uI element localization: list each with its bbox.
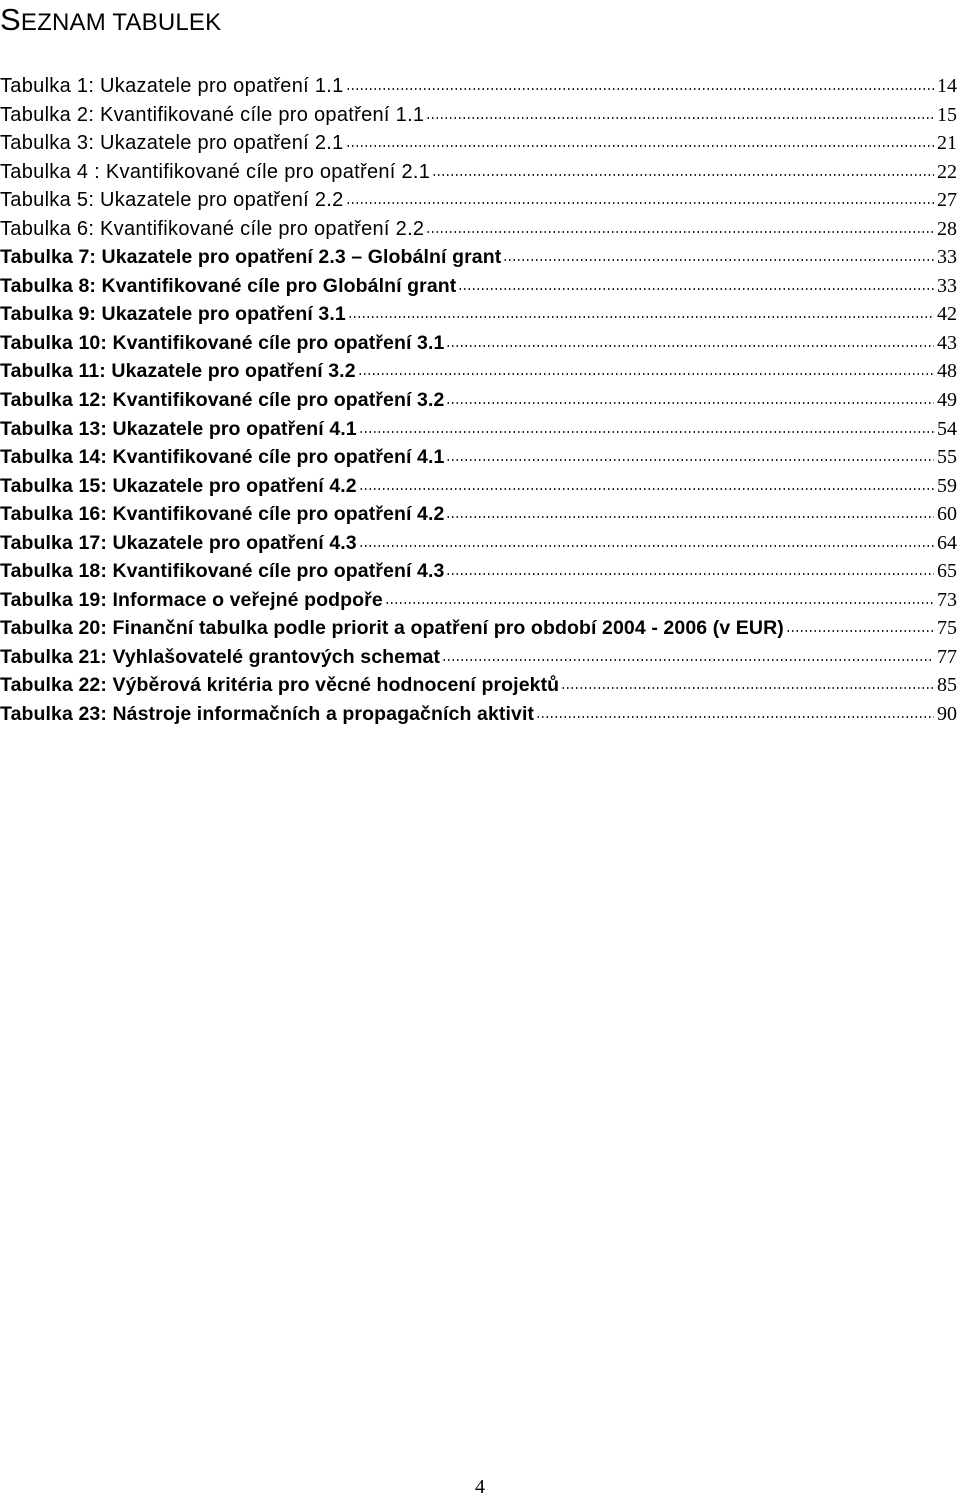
page-number: 4 [475, 1476, 485, 1498]
toc-entry-label: Tabulka 1: Ukazatele pro opatření 1.1 [0, 75, 344, 97]
toc-entry-page: 21 [937, 132, 957, 155]
toc-entry-page: 33 [937, 274, 957, 297]
table-of-tables [0, 72, 957, 729]
toc-entry-page: 65 [937, 560, 957, 583]
dot-leader [503, 259, 934, 261]
toc-entry-label: Tabulka 22: Výběrová kritéria pro věcné hodnocení projektů [0, 674, 560, 697]
toc-entry-label: Tabulka 10: Kvantifikované cíle pro opatření 3.1 [0, 331, 445, 354]
toc-entry-page: 48 [937, 360, 957, 383]
toc-entry[interactable] [0, 614, 957, 643]
toc-entry-label: Tabulka 4 : Kvantifikované cíle pro opatření 2.1 [0, 160, 431, 183]
toc-entry[interactable] [0, 586, 957, 615]
dot-leader [446, 459, 934, 461]
toc-entry-label: Tabulka 16: Kvantifikované cíle pro opatření 4.2 [0, 503, 445, 526]
toc-entry[interactable] [0, 643, 957, 672]
toc-entry[interactable] [0, 443, 957, 472]
title-initial: S [0, 2, 21, 37]
toc-entry-page: 64 [937, 531, 957, 554]
toc-entry[interactable] [0, 101, 957, 130]
dot-leader [358, 373, 934, 375]
toc-entry[interactable] [0, 415, 957, 444]
toc-entry[interactable] [0, 386, 957, 415]
page-title [0, 2, 221, 41]
toc-entry[interactable] [0, 472, 957, 501]
toc-entry-page: 75 [937, 617, 957, 640]
toc-entry-label: Tabulka 15: Ukazatele pro opatření 4.2 [0, 474, 357, 497]
dot-leader [346, 88, 934, 90]
dot-leader [561, 687, 934, 689]
dot-leader [536, 716, 934, 718]
toc-entry-page: 15 [937, 103, 957, 126]
dot-leader [346, 145, 934, 147]
dot-leader [426, 231, 934, 233]
dot-leader [432, 174, 934, 176]
toc-entry-page: 59 [937, 474, 957, 497]
toc-entry-page: 27 [937, 189, 957, 212]
toc-entry-label: Tabulka 2: Kvantifikované cíle pro opatření 1.1 [0, 103, 425, 126]
toc-entry[interactable] [0, 272, 957, 301]
toc-entry-label: Tabulka 12: Kvantifikované cíle pro opatření 3.2 [0, 389, 445, 412]
toc-entry-label: Tabulka 7: Ukazatele pro opatření 2.3 – Globální grant [0, 246, 502, 269]
toc-entry-label: Tabulka 14: Kvantifikované cíle pro opatření 4.1 [0, 446, 445, 469]
toc-entry-page: 77 [937, 645, 957, 668]
dot-leader [446, 402, 934, 404]
toc-entry-page: 49 [937, 389, 957, 412]
toc-entry-label: Tabulka 8: Kvantifikované cíle pro Globální grant [0, 274, 457, 297]
dot-leader [458, 288, 934, 290]
toc-entry[interactable] [0, 243, 957, 272]
title-rest: EZNAM TABULEK [20, 9, 222, 36]
toc-entry-page: 28 [937, 217, 957, 240]
dot-leader [348, 316, 934, 318]
toc-entry-page: 14 [937, 75, 957, 97]
toc-entry-page: 54 [937, 417, 957, 440]
dot-leader [346, 202, 934, 204]
dot-leader [426, 117, 934, 119]
toc-entry[interactable] [0, 671, 957, 700]
toc-entry[interactable] [0, 557, 957, 586]
toc-entry[interactable] [0, 158, 957, 187]
toc-entry-page: 22 [937, 160, 957, 183]
toc-entry-page: 43 [937, 331, 957, 354]
dot-leader [385, 602, 934, 604]
dot-leader [359, 545, 934, 547]
toc-entry[interactable] [0, 500, 957, 529]
toc-entry-label: Tabulka 23: Nástroje informačních a propagačních aktivit [0, 703, 535, 726]
dot-leader [446, 516, 934, 518]
toc-entry[interactable] [0, 300, 957, 329]
toc-entry-label: Tabulka 19: Informace o veřejné podpoře [0, 588, 383, 611]
toc-entry[interactable] [0, 215, 957, 244]
toc-entry[interactable] [0, 529, 957, 558]
toc-entry-page: 55 [937, 446, 957, 469]
toc-entry[interactable] [0, 186, 957, 215]
toc-entry-label: Tabulka 13: Ukazatele pro opatření 4.1 [0, 417, 357, 440]
toc-entry-label: Tabulka 3: Ukazatele pro opatření 2.1 [0, 132, 344, 155]
toc-entry-label: Tabulka 9: Ukazatele pro opatření 3.1 [0, 303, 346, 326]
dot-leader [786, 630, 934, 632]
toc-entry[interactable] [0, 329, 957, 358]
toc-entry-page: 60 [937, 503, 957, 526]
toc-entry-label: Tabulka 18: Kvantifikované cíle pro opatření 4.3 [0, 560, 445, 583]
toc-entry-page: 33 [937, 246, 957, 269]
toc-entry-label: Tabulka 11: Ukazatele pro opatření 3.2 [0, 360, 356, 383]
toc-entry-label: Tabulka 20: Finanční tabulka podle priorit a opatření pro období 2004 - 2006 (v EUR) [0, 617, 784, 640]
toc-entry-page: 73 [937, 588, 957, 611]
toc-entry-label: Tabulka 21: Vyhlašovatelé grantových schemat [0, 645, 441, 668]
dot-leader [359, 488, 934, 490]
toc-entry-label: Tabulka 6: Kvantifikované cíle pro opatření 2.2 [0, 217, 425, 240]
dot-leader [442, 659, 934, 661]
toc-entry-page: 85 [937, 674, 957, 697]
toc-entry[interactable] [0, 129, 957, 158]
toc-entry[interactable] [0, 72, 957, 101]
toc-entry-page: 90 [937, 703, 957, 726]
toc-entry-label: Tabulka 17: Ukazatele pro opatření 4.3 [0, 531, 357, 554]
toc-entry-label: Tabulka 5: Ukazatele pro opatření 2.2 [0, 189, 344, 212]
toc-entry[interactable] [0, 700, 957, 729]
toc-entry[interactable] [0, 357, 957, 386]
dot-leader [446, 573, 934, 575]
toc-entry-page: 42 [937, 303, 957, 326]
dot-leader [446, 345, 934, 347]
dot-leader [359, 431, 934, 433]
